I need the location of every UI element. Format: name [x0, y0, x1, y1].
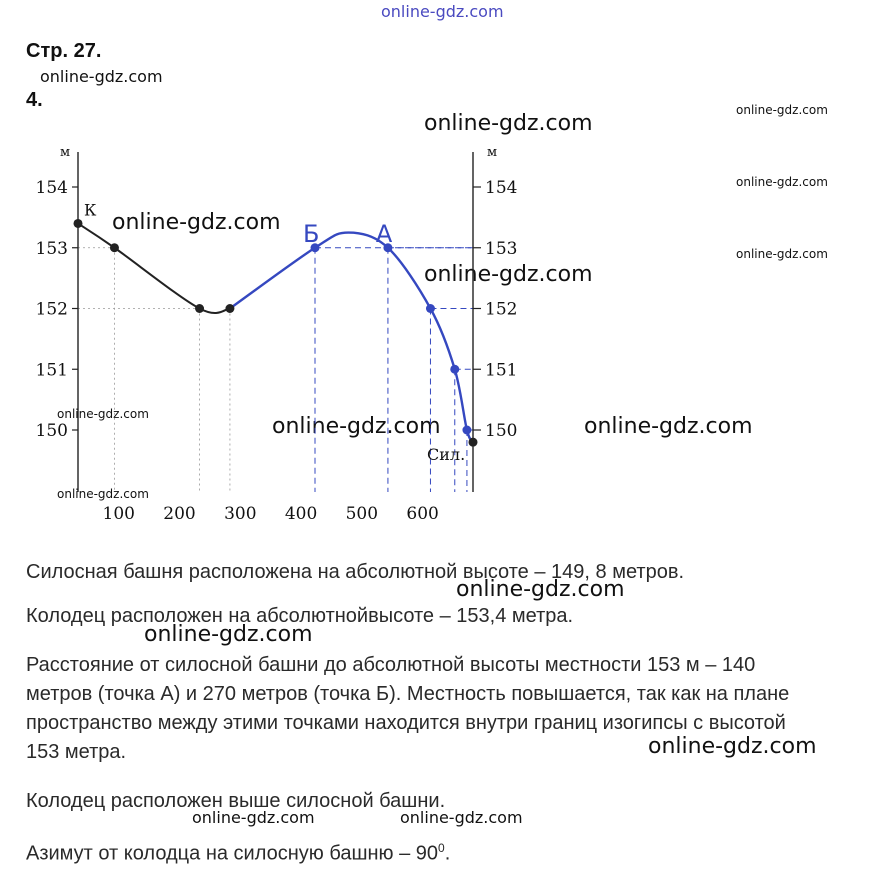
watermark: online-gdz.com	[57, 407, 149, 421]
data-point	[225, 304, 234, 313]
x-tick-label: 200	[163, 504, 196, 520]
watermark: online-gdz.com	[144, 622, 313, 647]
azimuth-text: Азимут от колодца на силосную башню – 90	[26, 842, 439, 865]
y-tick-label-right: 154	[485, 178, 518, 198]
watermark: online-gdz.com	[424, 111, 593, 136]
answer-line-7: Колодец расположен выше силосной башни.	[26, 790, 446, 812]
x-tick-label: 400	[284, 504, 318, 520]
profile-line-printed	[78, 223, 230, 313]
watermark: online-gdz.com	[736, 247, 828, 261]
y-tick-label-right: 153	[485, 238, 518, 259]
x-tick-label: 100	[102, 504, 135, 520]
annotation-label: Сил.	[427, 445, 466, 465]
chart-lines	[78, 223, 473, 442]
watermark: online-gdz.com	[648, 734, 817, 759]
data-point	[462, 426, 471, 435]
y-tick-label-left: 152	[35, 299, 68, 320]
watermark: online-gdz.com	[456, 577, 625, 602]
watermark: online-gdz.com	[736, 103, 828, 117]
y-tick-label-left: 154	[35, 178, 68, 198]
y-tick-label-right: 151	[485, 360, 518, 381]
y-tick-label-left: 151	[35, 360, 68, 381]
y-unit-left: м	[60, 145, 71, 160]
azimuth-degree: 0	[438, 841, 445, 855]
answer-line-5: пространство между этими точками находится внутри границ изогипсы с высотой	[26, 712, 786, 734]
answer-line-1: Силосная башня расположена на абсолютной высоте – 149, 8 метров.	[26, 561, 684, 583]
x-tick-label: 500	[345, 504, 379, 520]
data-point	[426, 304, 435, 313]
task-number: 4.	[26, 89, 43, 111]
elevation-profile-chart	[0, 140, 540, 520]
answer-line-8	[26, 834, 450, 869]
answer-line-3: Расстояние от силосной башни до абсолютной высоты местности 153 м – 140	[26, 654, 756, 676]
y-tick-label-left: 150	[35, 421, 68, 441]
watermark: online-gdz.com	[112, 210, 281, 235]
x-tick-label: 600	[406, 504, 439, 520]
top-watermark: online-gdz.com	[381, 2, 504, 21]
annotation-label: Б	[303, 219, 320, 248]
profile-line-hand	[230, 233, 473, 443]
watermark: online-gdz.com	[424, 262, 593, 287]
data-point	[450, 365, 459, 374]
data-point	[110, 243, 119, 252]
chart-labels	[36, 145, 518, 520]
y-tick-label-left: 153	[35, 238, 68, 259]
y-tick-label-right: 150	[485, 421, 518, 441]
chart-markers	[74, 219, 478, 447]
answer-line-4: метров (точка А) и 270 метров (точка Б). Местность повышается, так как на плане	[26, 683, 790, 705]
azimuth-suffix: .	[444, 842, 451, 865]
answer-line-2: Колодец расположен на абсолютнойвысоте – 153,4 метра.	[26, 605, 574, 627]
page-label: Стр. 27.	[26, 40, 102, 62]
watermark: online-gdz.com	[57, 487, 149, 501]
watermark: online-gdz.com	[736, 175, 828, 189]
annotation-label: А	[375, 219, 393, 248]
watermark: online-gdz.com	[192, 808, 315, 827]
watermark: online-gdz.com	[400, 808, 523, 827]
chart-axes	[72, 152, 481, 492]
answer-line-6: 153 метра.	[26, 741, 127, 763]
annotation-label: К	[84, 200, 97, 220]
data-point	[195, 304, 204, 313]
y-tick-label-right: 152	[485, 299, 518, 320]
chart-grid	[78, 248, 473, 492]
watermark: online-gdz.com	[272, 414, 441, 439]
watermark: online-gdz.com	[584, 414, 753, 439]
data-point	[74, 219, 83, 228]
x-tick-label: 300	[224, 504, 257, 520]
silo-point	[469, 438, 478, 447]
watermark: online-gdz.com	[40, 67, 163, 86]
y-unit-right: м	[487, 145, 498, 160]
